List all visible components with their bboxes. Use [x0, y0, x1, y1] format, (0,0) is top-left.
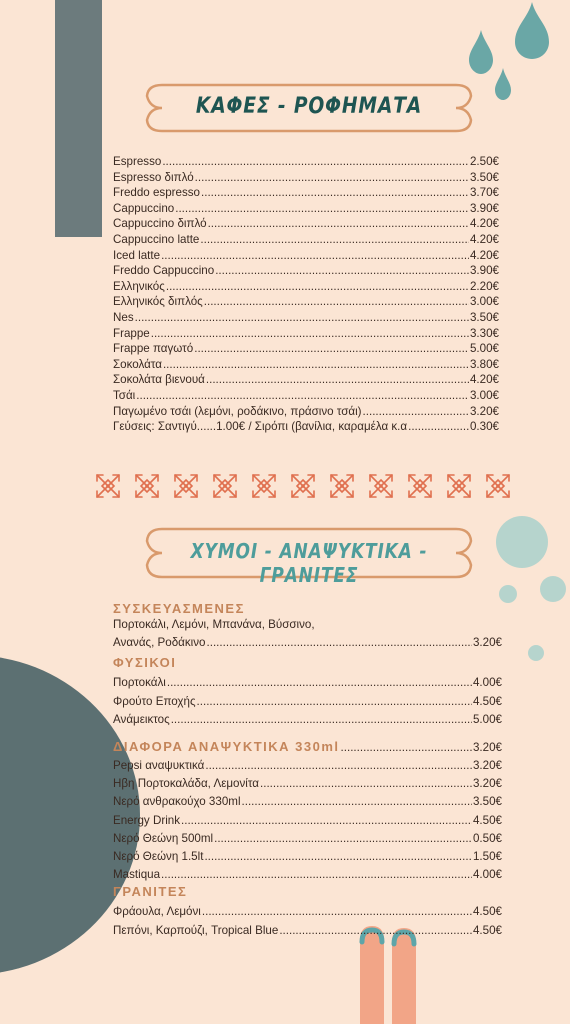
item-price: 3.30€	[469, 326, 499, 340]
item-name: Espresso διπλό	[113, 170, 194, 184]
menu-item	[113, 388, 499, 404]
item-name: Frappe	[113, 326, 150, 340]
ornament-icon	[133, 472, 161, 500]
soft-drinks-heading-line	[113, 738, 502, 756]
item-price: 2.20€	[469, 279, 499, 293]
item-price: 0.30€	[469, 420, 499, 434]
item-name: Ελληνικός διπλός	[113, 295, 203, 309]
ornament-icon	[406, 472, 434, 500]
item-price: 3.20€	[472, 636, 502, 649]
menu-item	[113, 404, 499, 420]
menu-item	[113, 170, 499, 186]
item-price: 4.20€	[469, 248, 499, 262]
menu-item	[113, 419, 499, 435]
menu-item	[113, 326, 499, 342]
item-price: 3.50€	[469, 170, 499, 184]
menu-item	[113, 775, 502, 793]
item-name: Νερό Θεώνη 1.5lt	[113, 850, 204, 863]
item-name: Mastiqua	[113, 868, 161, 882]
item-price: 1.50€	[472, 850, 502, 863]
item-name: Cappuccino latte	[113, 233, 200, 246]
item-price: 3.00€	[469, 389, 499, 402]
item-price: 3.20€	[472, 741, 502, 754]
item-price: 3.80€	[469, 357, 499, 371]
menu-item	[113, 866, 502, 884]
item-price: 3.90€	[469, 264, 499, 278]
menu-item	[113, 357, 499, 373]
item-price: 4.50€	[472, 813, 502, 827]
ornament-icon	[250, 472, 278, 500]
item-name: Νερό ανθρακούχο 330ml	[113, 795, 241, 809]
menu-item	[113, 201, 499, 217]
item-name: Πεπόνι, Καρπούζι, Tropical Blue	[113, 923, 279, 937]
item-price: 3.70€	[469, 186, 499, 200]
item-name: Cappuccino	[113, 201, 175, 215]
item-name: Ελληνικός	[113, 279, 165, 293]
menu-item	[113, 757, 502, 775]
ornament-icon	[484, 472, 512, 500]
item-name: Πορτοκάλι	[113, 676, 166, 689]
item-name: Παγωμένο τσάι (λεμόνι, ροδάκινο, πράσινο τσάι)	[113, 404, 362, 418]
menu-item	[113, 711, 502, 729]
item-price: 3.00€	[469, 295, 499, 309]
menu-item	[113, 830, 502, 848]
menu-item	[113, 294, 499, 310]
section-coffee-banner	[140, 80, 478, 136]
ornament-icon	[445, 472, 473, 500]
ornament-icon	[94, 472, 122, 500]
item-name: Espresso	[113, 155, 162, 168]
menu-item	[113, 922, 502, 940]
item-price: 3.50€	[469, 311, 499, 324]
menu-item	[113, 248, 499, 264]
menu-item	[113, 263, 499, 279]
item-name: Frappe παγωτό	[113, 342, 194, 356]
item-name: Φράουλα, Λεμόνι	[113, 905, 201, 918]
item-name: Σοκολάτα βιενουά	[113, 373, 205, 387]
item-price: 5.00€	[469, 342, 499, 356]
item-name: Τσάι	[113, 389, 136, 402]
item-price: 4.50€	[472, 905, 502, 918]
item-name: Pepsi αναψυκτικά	[113, 759, 205, 772]
menu-item	[113, 693, 502, 711]
item-price: 4.20€	[469, 217, 499, 231]
heading-natural: ΦΥΣΙΚΟΙ	[113, 655, 177, 670]
menu-item	[113, 793, 502, 811]
item-price: 4.50€	[472, 923, 502, 937]
item-price: 3.20€	[472, 759, 502, 772]
menu-item	[113, 634, 502, 652]
heading-granita: ΓΡΑΝΙΤΕΣ	[113, 884, 188, 899]
item-price: 4.20€	[469, 373, 499, 387]
ornament-icon	[367, 472, 395, 500]
ornament-icon	[211, 472, 239, 500]
item-name: Energy Drink	[113, 813, 181, 827]
section-title: ΧΥΜΟΙ - ΑΝΑΨΥΚΤΙΚΑ - ΓΡΑΝΙΤΕΣ	[190, 539, 428, 587]
menu-item	[113, 216, 499, 232]
menu-item	[113, 372, 499, 388]
menu-item	[113, 903, 502, 921]
heading-packaged: ΣΥΣΚΕΥΑΣΜΕΝΕΣ	[113, 601, 245, 616]
item-price: 4.00€	[472, 868, 502, 882]
item-name: Nes	[113, 311, 134, 324]
menu-item	[113, 310, 499, 326]
heading-soft-drinks: ΔΙΑΦΟΡΑ ΑΝΑΨΥΚΤΙΚΑ 330ml	[113, 739, 340, 754]
item-price: 3.90€	[469, 201, 499, 215]
menu-item	[113, 185, 499, 201]
menu-item	[113, 848, 502, 866]
ornament-icon	[328, 472, 356, 500]
page-title: ΚΑΦΕΣ - ΡΟΦΗΜΑΤΑ	[195, 94, 423, 119]
item-price: 0.50€	[472, 831, 502, 845]
ornament-icon	[289, 472, 317, 500]
item-price: 3.20€	[469, 404, 499, 418]
menu-item	[113, 674, 502, 692]
item-price: 4.50€	[472, 694, 502, 708]
item-name: Freddo Cappuccino	[113, 264, 215, 278]
item-name: Φρούτο Εποχής	[113, 694, 196, 708]
menu-item	[113, 279, 499, 295]
item-name: Freddo espresso	[113, 186, 200, 200]
item-price: 4.00€	[472, 676, 502, 689]
menu-item	[113, 154, 499, 170]
section-juices-banner	[140, 524, 478, 587]
item-price: 2.50€	[469, 155, 499, 168]
item-price: 4.20€	[469, 233, 499, 246]
ornament-icon	[172, 472, 200, 500]
item-name: Σοκολάτα	[113, 357, 162, 371]
item-name: Cappuccino διπλό	[113, 217, 207, 231]
menu-item	[113, 812, 502, 830]
item-price: 3.20€	[472, 777, 502, 791]
item-name: Ηβη Πορτοκαλάδα, Λεμονίτα	[113, 777, 259, 791]
menu-item	[113, 341, 499, 357]
item-price: 3.50€	[472, 795, 502, 809]
item-name: Iced latte	[113, 248, 161, 262]
item-name: Γεύσεις: Σαντιγύ......1.00€ / Σιρόπι (βανίλια, καραμέλα κ.α	[113, 420, 408, 434]
item-price: 5.00€	[472, 713, 502, 727]
item-name: Ανάμεικτος	[113, 713, 170, 727]
item-name: Ανανάς, Ροδάκινο	[113, 636, 206, 649]
packaged-flavors-text: Πορτοκάλι, Λεμόνι, Μπανάνα, Βύσσινο,	[113, 618, 315, 631]
menu-item	[113, 232, 499, 248]
item-name: Νερό Θεώνη 500ml	[113, 831, 214, 845]
